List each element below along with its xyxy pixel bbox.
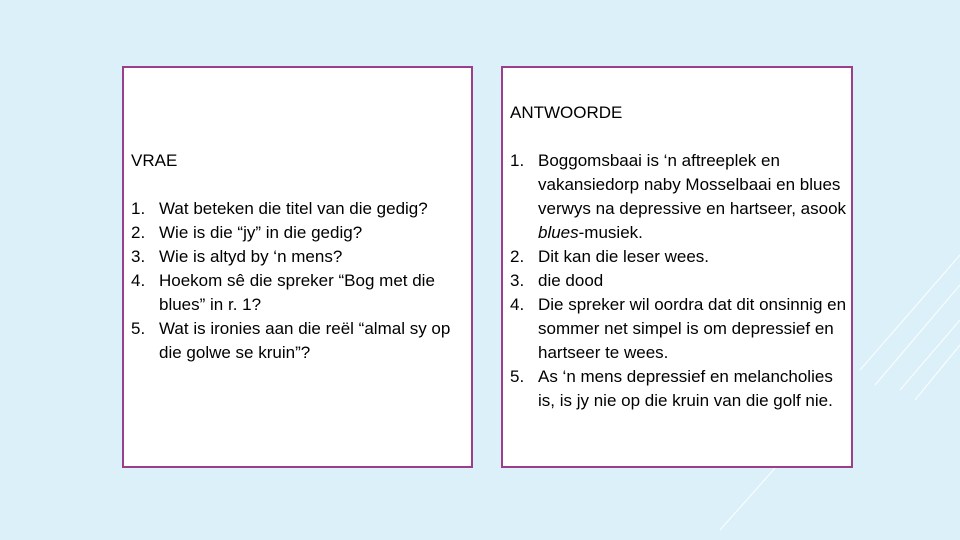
- item-text: Hoekom sê die spreker “Bog met die blues” in r. 1?: [159, 271, 435, 314]
- list-item: [510, 365, 852, 413]
- answers-card: [501, 66, 853, 468]
- list-item: [131, 269, 461, 317]
- item-number: 2.: [131, 223, 146, 242]
- item-number: 4.: [131, 271, 146, 290]
- item-number: 1.: [510, 151, 525, 170]
- list-item: [510, 293, 852, 365]
- item-number: 4.: [510, 295, 525, 314]
- answers-list: [510, 149, 852, 413]
- item-text: Wie is altyd by ‘n mens?: [159, 247, 343, 266]
- list-item: [510, 245, 852, 269]
- item-number: 1.: [131, 199, 146, 218]
- item-number: 5.: [510, 367, 525, 386]
- list-item: [131, 221, 461, 245]
- list-item: [510, 149, 852, 245]
- item-text-italic: blues: [538, 223, 579, 242]
- item-text: As ‘n mens depressief en melancholies is, is jy nie op die kruin van die golf nie.: [538, 367, 833, 410]
- questions-list: [131, 197, 461, 365]
- list-item: [131, 317, 461, 365]
- item-number: 3.: [131, 247, 146, 266]
- item-number: 3.: [510, 271, 525, 290]
- item-number: 5.: [131, 319, 146, 338]
- questions-card: [122, 66, 473, 468]
- item-text: Dit kan die leser wees.: [538, 247, 710, 266]
- questions-title: VRAE: [131, 151, 178, 170]
- item-text: Die spreker wil oordra dat dit onsinnig en sommer net simpel is om depressief en hartseer te wees.: [538, 295, 847, 362]
- item-text: Wat beteken die titel van die gedig?: [159, 199, 428, 218]
- list-item: [510, 269, 852, 293]
- item-text: Wat is ironies aan die reël “almal sy op die golwe se kruin”?: [159, 319, 451, 362]
- item-text: Boggomsbaai is ‘n aftreeplek en vakansiedorp naby Mosselbaai en blues verwys na depressive en hartseer, asook: [538, 151, 847, 218]
- item-text: Wie is die “jy” in die gedig?: [159, 223, 363, 242]
- item-number: 2.: [510, 247, 525, 266]
- item-text-suffix: -musiek.: [578, 223, 643, 242]
- list-item: [131, 197, 461, 221]
- list-item: [131, 245, 461, 269]
- answers-title: ANTWOORDE: [510, 103, 623, 122]
- item-text: die dood: [538, 271, 604, 290]
